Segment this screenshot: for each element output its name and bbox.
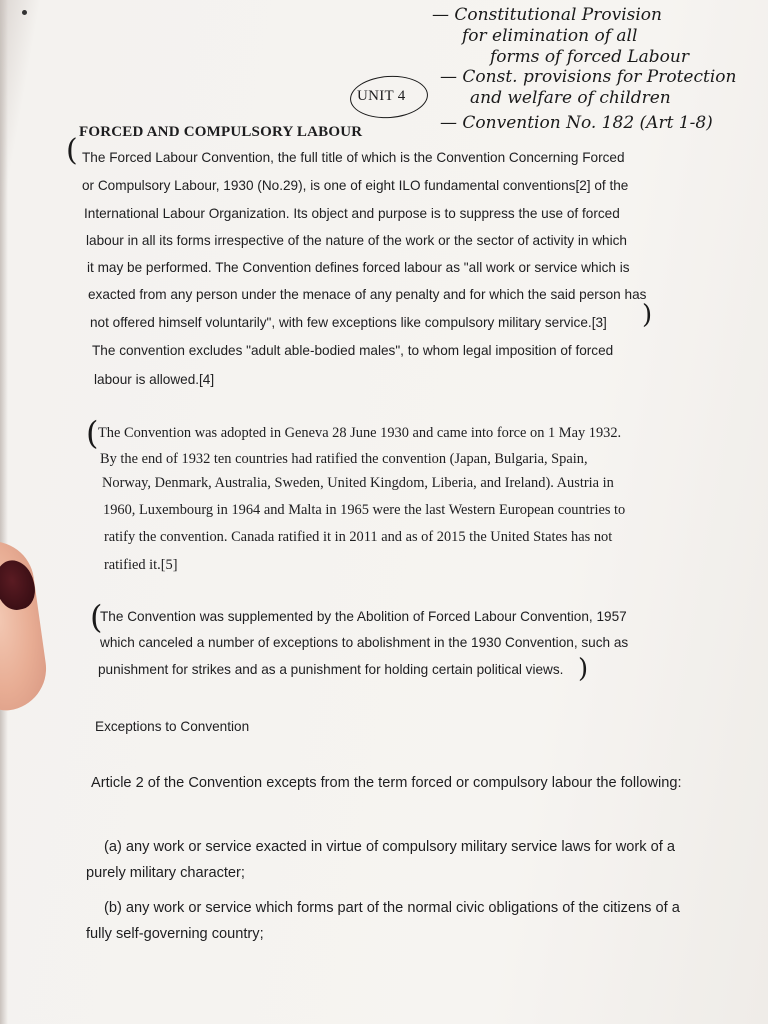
paragraph-line: labour is allowed.[4] xyxy=(94,372,215,387)
paragraph-line: The Forced Labour Convention, the full title of which is the Convention Concerning Forced xyxy=(82,150,625,165)
handdrawn-bracket-close: ) xyxy=(642,300,653,330)
handwritten-note: for elimination of all xyxy=(462,26,638,46)
paragraph-line: The convention excludes "adult able-bodied males", to whom legal imposition of forced xyxy=(92,343,614,358)
list-item-continuation: fully self-governing country; xyxy=(86,926,264,942)
handdrawn-bracket-close: ) xyxy=(578,654,589,684)
handdrawn-bracket-open: ( xyxy=(86,414,99,452)
paragraph-line: 1960, Luxembourg in 1964 and Malta in 1965 were the last Western European countries to xyxy=(103,502,626,518)
page-heading: FORCED AND COMPULSORY LABOUR xyxy=(79,124,363,140)
handwritten-note: — Constitutional Provision xyxy=(432,5,662,25)
handwritten-note: forms of forced Labour xyxy=(490,47,689,67)
paragraph-line: punishment for strikes and as a punishment for holding certain political views. xyxy=(98,662,564,677)
paragraph-line: it may be performed. The Convention defines forced labour as "all work or service which is xyxy=(87,260,630,275)
paragraph-line: The Convention was adopted in Geneva 28 June 1930 and came into force on 1 May 1932. xyxy=(98,425,622,441)
paragraph-line: not offered himself voluntarily", with few exceptions like compulsory military service.[3] xyxy=(90,315,607,330)
list-item: (b) any work or service which forms part of the normal civic obligations of the citizens of a xyxy=(104,900,680,916)
paragraph-line: The Convention was supplemented by the Abolition of Forced Labour Convention, 1957 xyxy=(100,609,627,624)
paragraph-line: By the end of 1932 ten countries had ratified the convention (Japan, Bulgaria, Spain, xyxy=(100,451,588,467)
paragraph-line: exacted from any person under the menace of any penalty and for which the said person has xyxy=(88,287,647,302)
article-intro: Article 2 of the Convention excepts from the term forced or compulsory labour the following: xyxy=(91,775,682,791)
paragraph-line: ratified it.[5] xyxy=(104,557,178,573)
paragraph-line: International Labour Organization. Its object and purpose is to suppress the use of forced xyxy=(84,206,620,221)
section-subheading: Exceptions to Convention xyxy=(95,719,250,734)
handdrawn-bracket-open: ( xyxy=(66,133,78,168)
paragraph-line: labour in all its forms irrespective of the nature of the work or the sector of activity in which xyxy=(86,233,627,248)
stray-mark xyxy=(22,10,27,15)
paragraph-line: ratify the convention. Canada ratified it in 2011 and as of 2015 the United States has not xyxy=(104,529,613,545)
paragraph-line: Norway, Denmark, Australia, Sweden, United Kingdom, Liberia, and Ireland). Austria in xyxy=(102,475,614,491)
handwritten-note: and welfare of children xyxy=(470,88,671,108)
list-item: (a) any work or service exacted in virtue of compulsory military service laws for work of a xyxy=(104,839,675,855)
paragraph-line: or Compulsory Labour, 1930 (No.29), is one of eight ILO fundamental conventions[2] of the xyxy=(82,178,629,193)
paragraph-line: which canceled a number of exceptions to abolishment in the 1930 Convention, such as xyxy=(100,635,629,650)
handwritten-note: — Convention No. 182 (Art 1-8) xyxy=(440,113,713,133)
handdrawn-bracket-open: ( xyxy=(90,598,103,636)
page-edge-shadow xyxy=(0,0,8,1024)
handwritten-note: — Const. provisions for Protection xyxy=(440,67,737,87)
unit-label: UNIT 4 xyxy=(357,88,406,104)
list-item-continuation: purely military character; xyxy=(86,865,245,881)
